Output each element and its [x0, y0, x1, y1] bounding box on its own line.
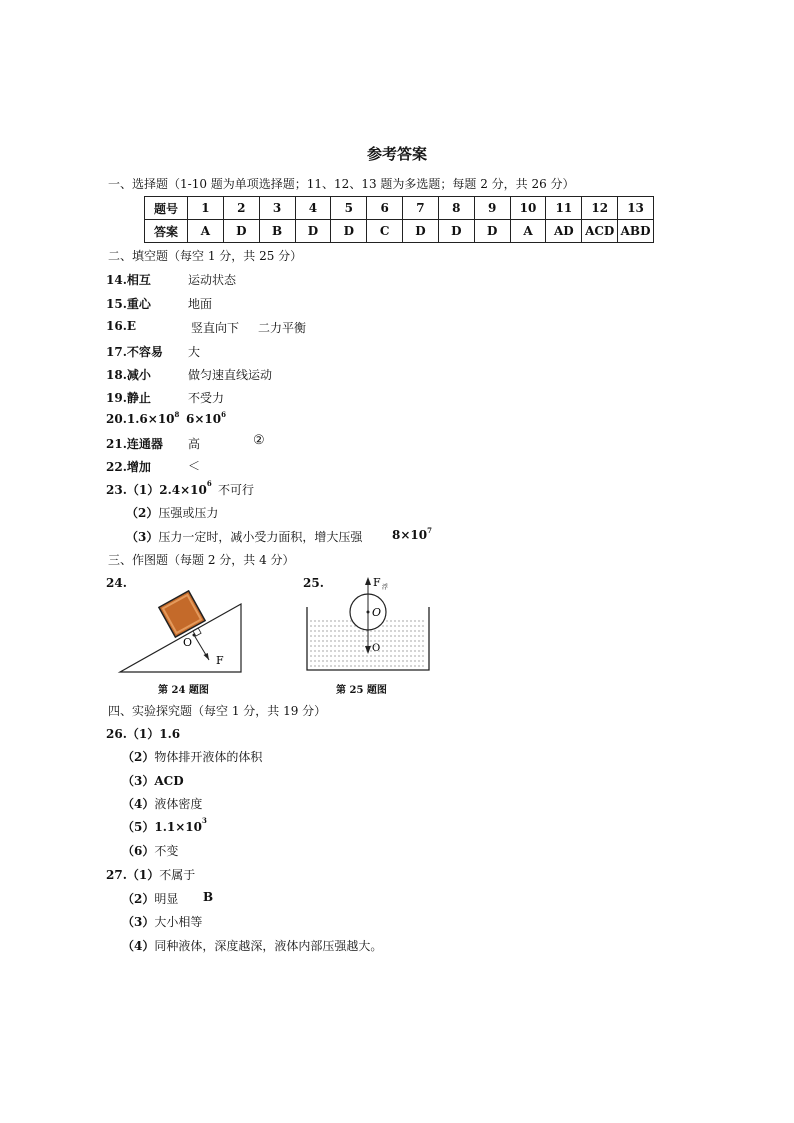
- label-f: F: [373, 576, 381, 589]
- answer-text: 1.1×10: [154, 820, 202, 834]
- row-label-answer: 答案: [145, 220, 188, 243]
- answer-text: 大小相等: [154, 915, 203, 929]
- table-cell: B: [259, 220, 295, 243]
- answer-line-27-4: [122, 937, 382, 954]
- item-label: （6）: [122, 844, 155, 858]
- answer-a: 相互: [126, 273, 151, 287]
- table-cell: 2: [223, 197, 259, 220]
- answer-text: 同种液体，深度越深，液体内部压强越大。: [154, 939, 383, 953]
- table-cell: 7: [403, 197, 439, 220]
- answer-line-16: [106, 319, 136, 333]
- item-label: （4）: [122, 939, 155, 953]
- exponent: 6: [206, 479, 212, 488]
- figure-25: [300, 574, 436, 674]
- item-number: 15.: [106, 297, 127, 311]
- answer-b-15: 地面: [188, 297, 213, 311]
- answer-b-20: [186, 412, 226, 426]
- item-label: （4）: [122, 797, 155, 811]
- answer-line-27-2: [122, 890, 178, 907]
- answer-b-17: 大: [188, 345, 201, 359]
- answer-b-19: 不受力: [188, 391, 225, 405]
- table-cell: D: [331, 220, 367, 243]
- answer-line-20: [106, 412, 179, 426]
- answer-a: E: [126, 319, 137, 333]
- table-row-numbers: [145, 197, 654, 220]
- answer-text: 压强或压力: [158, 506, 219, 520]
- wooden-block: [159, 591, 205, 637]
- figure-caption-25: 第 25 题图: [336, 685, 387, 696]
- answer-text: 液体密度: [154, 797, 203, 811]
- table-cell: D: [474, 220, 510, 243]
- table-cell: A: [510, 220, 546, 243]
- answer-value: 8×10: [392, 528, 428, 542]
- answer-b-23-1: 不可行: [218, 483, 255, 497]
- answer-line-27-3: [122, 913, 202, 930]
- figure-number-25: 25.: [303, 576, 324, 590]
- answer-line-26-5: [122, 818, 207, 835]
- item-label: （3）: [126, 530, 159, 544]
- answer-a: 重心: [126, 297, 151, 311]
- table-cell: ABD: [618, 220, 654, 243]
- table-cell: D: [403, 220, 439, 243]
- row-label-number: 题号: [145, 197, 188, 220]
- answer-line-26-3: [122, 772, 184, 789]
- answer-b-21: 高: [188, 437, 201, 451]
- answer-text: 不变: [154, 844, 179, 858]
- item-number: 19.: [106, 391, 127, 405]
- item-label: （3）: [122, 915, 155, 929]
- answer-line-26-1: [106, 725, 180, 742]
- table-cell: A: [188, 220, 224, 243]
- table-cell: 1: [188, 197, 224, 220]
- item-label: 26.（1）: [106, 727, 160, 741]
- exponent: 3: [202, 816, 207, 825]
- table-cell: 6: [367, 197, 403, 220]
- answer-a: 不容易: [126, 345, 163, 359]
- answer-line-27-1: [106, 866, 195, 883]
- figure-number-24: 24.: [106, 576, 127, 590]
- label-f-subscript: 浮: [382, 584, 389, 591]
- answer-a: 静止: [126, 391, 151, 405]
- answer-line-23-3: [126, 528, 362, 545]
- table-cell: C: [367, 220, 403, 243]
- page-title: 参考答案: [366, 145, 427, 163]
- table-cell: 12: [582, 197, 618, 220]
- answer-line-17: [106, 343, 163, 360]
- answer-line-15: [106, 295, 151, 312]
- table-cell: 5: [331, 197, 367, 220]
- answer-text: 压力一定时，减小受力面积，增大压强: [158, 530, 363, 544]
- answer-line-21: [106, 435, 163, 452]
- exponent: 8: [174, 410, 180, 419]
- answer-table: [144, 196, 654, 243]
- item-number: 20.: [106, 412, 127, 426]
- item-label: （2）: [126, 506, 159, 520]
- answer-line-18: [106, 366, 151, 383]
- table-cell: 9: [474, 197, 510, 220]
- item-number: 21.: [106, 437, 127, 451]
- item-label: 27.（1）: [106, 868, 160, 882]
- item-label: （2）: [122, 750, 155, 764]
- table-cell: 11: [546, 197, 582, 220]
- table-cell: 4: [295, 197, 331, 220]
- table-cell: D: [438, 220, 474, 243]
- answer-line-26-6: [122, 842, 178, 859]
- table-cell: 10: [510, 197, 546, 220]
- answer-b: 6×10: [186, 412, 222, 426]
- item-label: （5）: [122, 820, 155, 834]
- answer-line-14: [106, 271, 151, 288]
- answer-line-23-1: [106, 481, 212, 498]
- answer-a: 减小: [126, 368, 151, 382]
- item-number: 17.: [106, 345, 127, 359]
- section3-heading: 三、作图题（每题 2 分，共 4 分）: [108, 553, 295, 567]
- section2-heading: 二、填空题（每空 1 分，共 25 分）: [108, 249, 303, 263]
- exponent: 7: [427, 526, 432, 535]
- item-label: （2）: [122, 892, 155, 906]
- answer-a: 增加: [126, 460, 151, 474]
- answer-c-16: 二力平衡: [258, 321, 307, 335]
- table-cell: 13: [618, 197, 654, 220]
- answer-b-22: ＜: [188, 459, 201, 473]
- label-o: O: [183, 636, 193, 649]
- item-number: 14.: [106, 273, 127, 287]
- table-cell: D: [295, 220, 331, 243]
- answer-b-14: 运动状态: [188, 273, 237, 287]
- gravity-arrowhead: [365, 646, 371, 654]
- item-number: 18.: [106, 368, 127, 382]
- answer-line-23-2: [126, 504, 218, 521]
- force-f-arrowhead: [204, 653, 210, 660]
- table-cell: D: [223, 220, 259, 243]
- answer-text: 明显: [154, 892, 179, 906]
- answer-a: 2.4×10: [159, 483, 207, 497]
- answer-text: ACD: [154, 774, 184, 788]
- table-row-answers: [145, 220, 654, 243]
- answer-c-21: ②: [253, 433, 265, 448]
- answer-line-19: [106, 389, 151, 406]
- answer-b-16: 竖直向下: [191, 321, 240, 335]
- answer-text: 不属于: [159, 868, 196, 882]
- item-number: 22.: [106, 460, 127, 474]
- buoyancy-arrowhead: [365, 577, 371, 585]
- section4-heading: 四、实验探究题（每空 1 分，共 19 分）: [108, 704, 327, 718]
- answer-text: 物体排开液体的体积: [154, 750, 263, 764]
- label-f: F: [216, 654, 224, 667]
- figure-caption-24: 第 24 题图: [158, 685, 209, 696]
- label-g: O: [372, 643, 381, 654]
- answer-line-26-2: [122, 748, 262, 765]
- answer-a: 连通器: [126, 437, 163, 451]
- answer-line-22: [106, 458, 151, 475]
- item-number: 16.: [106, 319, 127, 333]
- exponent: 6: [221, 410, 226, 419]
- answer-b-27-2: B: [203, 890, 214, 904]
- answer-a: 1.6×10: [126, 412, 175, 426]
- answer-line-26-4: [122, 795, 202, 812]
- table-cell: AD: [546, 220, 582, 243]
- label-o: O: [372, 606, 382, 619]
- answer-b-18: 做匀速直线运动: [188, 368, 273, 382]
- item-label: （3）: [122, 774, 155, 788]
- table-cell: 3: [259, 197, 295, 220]
- answer-text: 1.6: [159, 727, 181, 741]
- table-cell: 8: [438, 197, 474, 220]
- table-cell: ACD: [582, 220, 618, 243]
- item-label: 23.（1）: [106, 483, 160, 497]
- figure-24: [110, 590, 260, 674]
- answer-value-23-3: [392, 528, 432, 542]
- section1-heading: 一、选择题（1-10 题为单项选择题；11、12、13 题为多选题；每题 2 分，共 26 分）: [108, 177, 575, 191]
